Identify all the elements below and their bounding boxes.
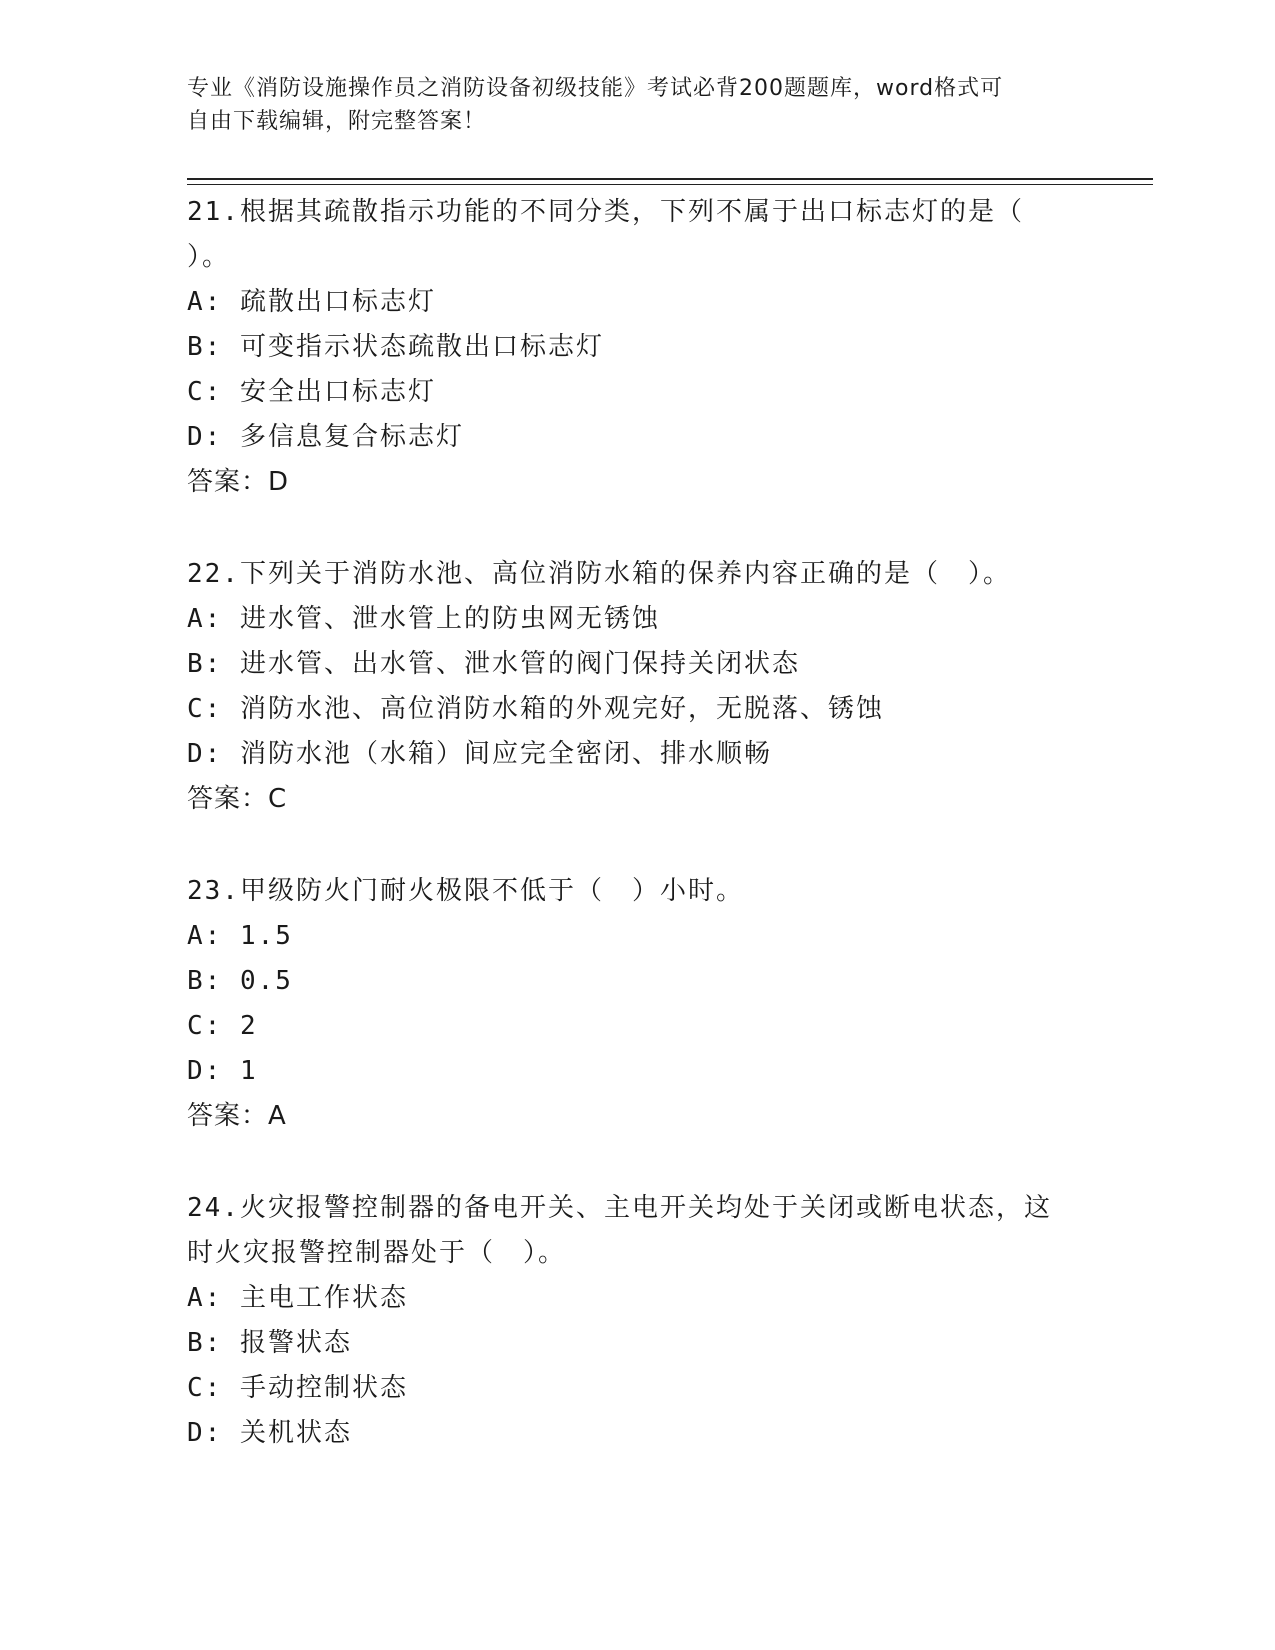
question-21: [187, 190, 1087, 505]
question-stem-line-1: 24.火灾报警控制器的备电开关、主电开关均处于关闭或断电状态，这: [187, 1193, 1052, 1223]
option-a: A: 1.5: [187, 921, 293, 951]
header-divider-thin: [187, 184, 1153, 185]
option-b: B: 可变指示状态疏散出口标志灯: [187, 332, 604, 362]
document-header: [187, 72, 1067, 138]
option-d: D: 消防水池（水箱）间应完全密闭、排水顺畅: [187, 739, 772, 769]
answer: 答案：D: [187, 467, 290, 497]
answer: 答案：A: [187, 1101, 287, 1131]
option-c: C: 手动控制状态: [187, 1373, 408, 1403]
option-a: A: 进水管、泄水管上的防虫网无锈蚀: [187, 604, 660, 634]
option-b: B: 0.5: [187, 966, 293, 996]
header-line-2: 自由下载编辑，附完整答案！: [187, 109, 487, 134]
option-d: D: 关机状态: [187, 1418, 352, 1448]
question-stem-line-1: 22.下列关于消防水池、高位消防水箱的保养内容正确的是（ ）。: [187, 559, 1011, 589]
option-a: A: 疏散出口标志灯: [187, 287, 436, 317]
question-stem-line-2: 时火灾报警控制器处于（ ）。: [187, 1238, 567, 1268]
option-c: C: 消防水池、高位消防水箱的外观完好，无脱落、锈蚀: [187, 694, 884, 724]
question-spacer: [187, 505, 1087, 552]
option-d: D: 1: [187, 1056, 258, 1086]
question-spacer: [187, 822, 1087, 869]
option-d: D: 多信息复合标志灯: [187, 422, 464, 452]
question-22: [187, 552, 1087, 822]
option-c: C: 安全出口标志灯: [187, 377, 436, 407]
question-stem-line-2: ）。: [187, 242, 231, 272]
question-list: [187, 190, 1087, 1456]
option-c: C: 2: [187, 1011, 258, 1041]
question-stem-line-1: 21.根据其疏散指示功能的不同分类，下列不属于出口标志灯的是（: [187, 197, 1024, 227]
question-23: [187, 869, 1087, 1139]
header-line-1: 专业《消防设施操作员之消防设备初级技能》考试必背200题题库，word格式可: [187, 76, 1004, 101]
question-spacer: [187, 1139, 1087, 1186]
option-b: B: 进水管、出水管、泄水管的阀门保持关闭状态: [187, 649, 800, 679]
header-divider-thick: [187, 178, 1153, 180]
option-a: A: 主电工作状态: [187, 1283, 408, 1313]
option-b: B: 报警状态: [187, 1328, 352, 1358]
question-24: [187, 1186, 1087, 1456]
answer: 答案：C: [187, 784, 288, 814]
question-stem-line-1: 23.甲级防火门耐火极限不低于（ ）小时。: [187, 876, 744, 906]
